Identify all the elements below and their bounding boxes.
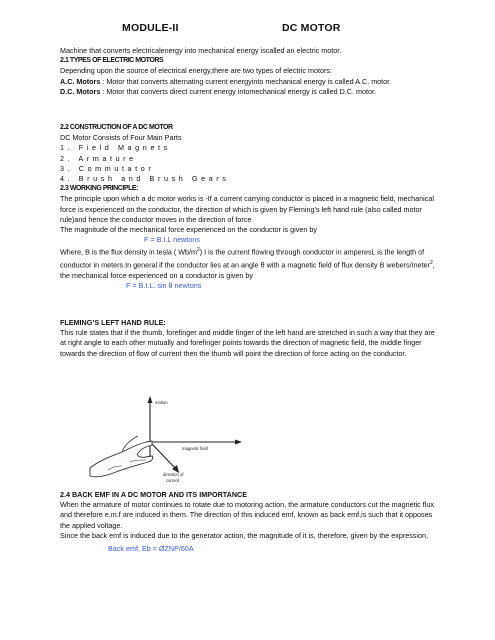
section-2-2-heading: 2.2 CONSTRUCTION OF A DC MOTOR bbox=[60, 124, 173, 131]
current-arrow bbox=[152, 444, 176, 469]
module-heading: MODULE-II bbox=[122, 22, 179, 34]
ac-motor-text: : Motor that converts alternating current energyinto mechanical energy is called A.C. motor. bbox=[100, 76, 392, 86]
hand-outline bbox=[90, 441, 153, 477]
part-item: 1. Field Magnets bbox=[60, 143, 171, 153]
superscript: 2 bbox=[429, 260, 433, 267]
motion-arrowhead bbox=[148, 396, 153, 403]
figure-label-field: magnetic field bbox=[182, 446, 208, 451]
dc-motor-definition bbox=[60, 87, 440, 97]
section-2-1-heading: 2.1 TYPES OF ELECTRIC MOTORS bbox=[60, 57, 164, 65]
text-block-top bbox=[60, 46, 440, 97]
section-2-1-text: Depending upon the source of electrical energy,there are two types of electric motors: bbox=[60, 66, 332, 76]
fleming-heading: FLEMING’S LEFT HAND RULE: bbox=[60, 318, 166, 327]
part-item: 2. Armature bbox=[60, 153, 137, 163]
ac-motor-definition bbox=[60, 77, 440, 87]
figure-label-current: direction of bbox=[163, 472, 184, 477]
figure-label-current: current bbox=[166, 478, 180, 483]
flux-text-b: ) I is the current flowing through conductor in amperesL is the length of conductor in meters.In general if the conductor lies at an angle θ with a magnetic field of flux density B webers/meter bbox=[60, 247, 430, 270]
field-arrowhead bbox=[235, 440, 242, 445]
dc-motor-text: : Motor that converts direct current energy intomechanical energy is called D.C. motor. bbox=[100, 86, 376, 96]
formula-force-angle: F = B.I.L. sin θ newtons bbox=[126, 280, 202, 290]
back-emf-paragraph: When the armature of motor continues to rotate due to motoring action, the armature conductors cut the magnetic flux and therefore e.m.f are induced in them. The direction of this induced emf, known as back emf,is such that it opposes the applied voltage. bbox=[60, 500, 434, 530]
section-2-2-text: DC Motor Consists of Four Main Parts bbox=[60, 133, 182, 143]
text-block-back-emf bbox=[60, 490, 440, 554]
text-block-fleming bbox=[60, 318, 440, 359]
superscript: 2 bbox=[197, 247, 200, 254]
part-item: 3. Commutator bbox=[60, 163, 155, 173]
back-emf-expression-text: Since the back emf is induced due to the generator action, the magnitude of it is, therefore, given by the expression, bbox=[60, 530, 428, 540]
section-2-3-heading: 2.3 WORKING PRINCIPLE: bbox=[60, 185, 138, 193]
section-2-4-heading: 2.4 BACK EMF IN A DC MOTOR AND ITS IMPORTANCE bbox=[60, 490, 248, 499]
ac-motor-label: A.C. Motors bbox=[60, 76, 101, 86]
working-principle-paragraph: The principle upon which a dc motor works is -If a current carrying conductor is placed in a magnetic field, mechanical force is experienced on the conductor, the direction of which is given by Fleming’s left hand rule (also called motor rule)and hence the conductor moves in the direction of force bbox=[60, 194, 434, 224]
page-title: DC MOTOR bbox=[282, 22, 341, 34]
flux-text-c: , the mechanical force experienced on a conductor is given by bbox=[60, 260, 435, 280]
flux-density-paragraph bbox=[60, 245, 440, 280]
text-block-construction bbox=[60, 123, 440, 291]
flux-text-a: Where, B is the flux density in tesla ( Wb/m bbox=[60, 247, 198, 257]
left-hand-rule-figure bbox=[60, 390, 250, 490]
fleming-paragraph: This rule states that if the thumb, forefinger and middle finger of the left hand are stretched in such a way that they are at right angle to each other mutually and forefinger points towards the direction of magnetic field, the middle finger towards the direction of flow of current then the thumb will point the direction of force acting on the conductor. bbox=[60, 328, 435, 358]
figure-label-motion: motion bbox=[155, 400, 168, 405]
formula-back-emf: Back emf, Eb = ØZNP/60A bbox=[108, 544, 194, 554]
force-magnitude-text: The magnitude of the mechanical force experienced on the conductor is given by bbox=[60, 225, 317, 235]
part-item: 4. Brush and Brush Gears bbox=[60, 174, 230, 184]
formula-force: F = B.I.L newtons bbox=[144, 235, 200, 245]
dc-motor-label: D.C. Motors bbox=[60, 86, 101, 96]
intro-paragraph: Machine that converts electricalenergy into mechanical energy iscalled an electric motor. bbox=[60, 46, 342, 55]
